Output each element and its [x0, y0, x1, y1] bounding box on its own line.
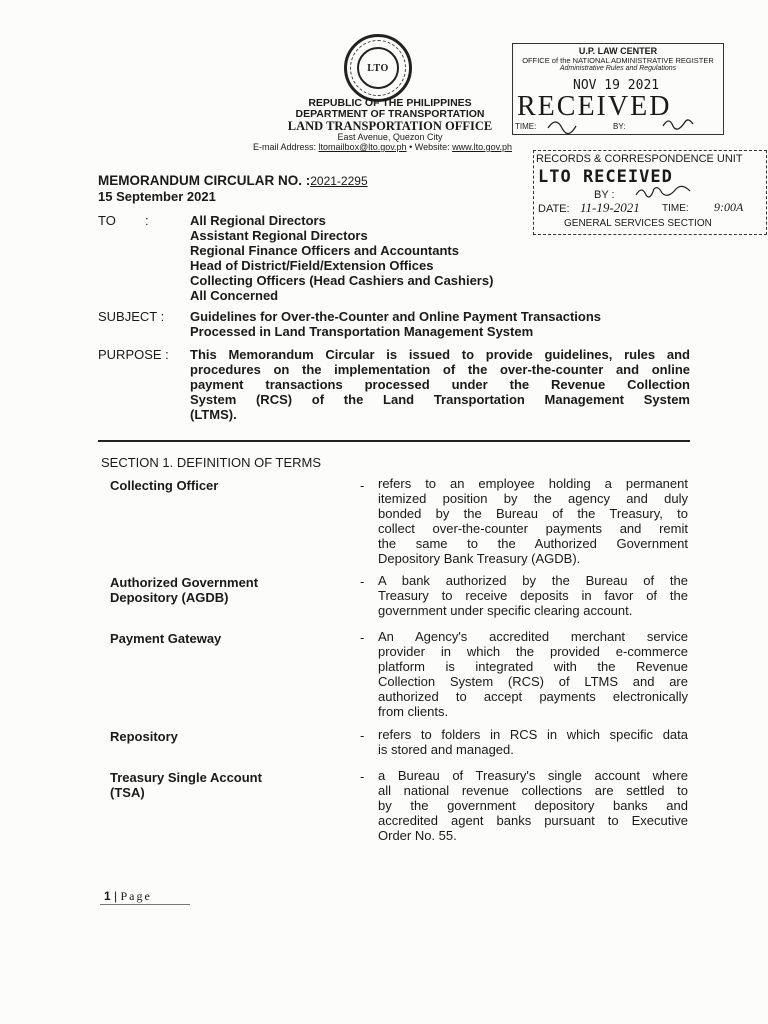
- def-line: Depository Bank Treasury (AGDB).: [378, 551, 581, 566]
- term-name: [110, 631, 330, 646]
- recipient-item: Assistant Regional Directors: [190, 228, 368, 243]
- header-contact: [253, 142, 512, 153]
- recipient-item: Collecting Officers (Head Cashiers and Cashiers): [190, 273, 494, 288]
- def-line: refers to folders in RCS in which specific data: [378, 727, 688, 742]
- purpose-line: (LTMS).: [190, 407, 237, 422]
- memo-date: 15 September 2021: [98, 189, 216, 204]
- term-line: Repository: [110, 729, 178, 744]
- stamp-lto-date-value: 11-19-2021: [580, 200, 640, 215]
- stamp-up-line3: Administrative Rules and Regulations: [559, 65, 677, 72]
- term-name: [110, 478, 330, 493]
- def-line: Order No. 55.: [378, 828, 457, 843]
- def-line: A bank authorized by the Bureau of the: [378, 573, 688, 588]
- email-label: E-mail Address:: [253, 142, 317, 152]
- memo-circular-line: [98, 173, 368, 188]
- purpose-text: [190, 347, 690, 422]
- purpose-label: PURPOSE :: [98, 347, 169, 362]
- def-line: government under specific clearing account.: [378, 603, 633, 618]
- term-line: Treasury Single Account: [110, 770, 262, 785]
- recipient-item: All Regional Directors: [190, 213, 326, 228]
- to-colon: :: [145, 213, 149, 228]
- purpose-line: procedures on the implementation of the over-the-counter and online: [190, 362, 690, 377]
- footer-rule: [100, 904, 190, 905]
- subject-label: SUBJECT :: [98, 309, 165, 324]
- stamp-lto-footer: GENERAL SERVICES SECTION: [564, 218, 712, 229]
- term-line: Depository (AGDB): [110, 590, 229, 605]
- def-line: bonded by the Bureau of the Treasury, to: [378, 506, 688, 521]
- stamp-up-line1: U.P. LAW CENTER: [578, 46, 658, 56]
- def-line: the same to the Authorized Government: [378, 536, 688, 551]
- def-line: Collection System (RCS) of LTMS and are: [378, 674, 688, 689]
- handwritten-initials-icon: [543, 114, 703, 134]
- header-republic: REPUBLIC OF THE PHILIPPINES: [308, 97, 472, 109]
- up-law-center-stamp: [512, 43, 724, 135]
- stamp-up-line2: OFFICE of the NATIONAL ADMINISTRATIVE REGISTER: [522, 56, 714, 65]
- lto-seal-icon: [344, 34, 412, 102]
- page-word: Page: [120, 889, 152, 903]
- stamp-lto-by-label: BY :: [594, 189, 615, 201]
- def-line: all national revenue collections are settled to: [378, 783, 688, 798]
- separator: •: [409, 142, 413, 152]
- purpose-line: payment transactions processed under the Revenue Collection: [190, 377, 690, 392]
- term-line: (TSA): [110, 785, 145, 800]
- subject-text: [190, 309, 690, 339]
- def-line: Treasury to receive deposits in favor of the: [378, 588, 688, 603]
- handwritten-signature-icon: [634, 183, 694, 201]
- def-line: accredited agent banks pursuant to Executive: [378, 813, 688, 828]
- def-line: itemized position by the agency and duly: [378, 491, 688, 506]
- term-definition: [378, 573, 688, 618]
- stamp-lto-date-label: DATE:: [538, 203, 570, 215]
- lto-received-stamp: [533, 150, 767, 235]
- purpose-line: System (RCS) of the Land Transportation Management System: [190, 392, 690, 407]
- term-dash: -: [360, 728, 365, 743]
- page-number: 1: [104, 889, 111, 903]
- stamp-up-received: RECEIVED: [517, 91, 672, 122]
- stamp-lto-time-value: 9:00A: [714, 200, 744, 214]
- term-dash: -: [360, 630, 365, 645]
- def-line: collect over-the-counter payments and remit: [378, 521, 688, 536]
- term-definition: [378, 476, 688, 566]
- term-dash: -: [360, 574, 365, 589]
- term-line: Authorized Government: [110, 575, 259, 590]
- page-separator: |: [114, 889, 118, 903]
- term-dash: -: [360, 478, 365, 493]
- subject-line: Processed in Land Transportation Management System: [190, 324, 534, 339]
- term-definition: [378, 727, 688, 757]
- section1-title: SECTION 1. DEFINITION OF TERMS: [101, 455, 322, 470]
- website-link[interactable]: www.lto.gov.ph: [452, 142, 512, 152]
- header-address: East Avenue, Quezon City: [337, 132, 443, 142]
- def-line: is stored and managed.: [378, 742, 514, 757]
- stamp-up-time-label: TIME:: [515, 122, 537, 131]
- purpose-line: This Memorandum Circular is issued to provide guidelines, rules and: [190, 347, 690, 362]
- def-line: a Bureau of Treasury's single account where: [378, 768, 688, 783]
- def-line: from clients.: [378, 704, 449, 719]
- email-link[interactable]: ltomailbox@lto.gov.ph: [318, 142, 407, 152]
- section-divider: [98, 440, 690, 442]
- website-label: Website:: [414, 142, 450, 152]
- recipient-item: Regional Finance Officers and Accountants: [190, 243, 459, 258]
- term-name: [110, 575, 330, 605]
- page-footer: [104, 889, 152, 904]
- term-line: Payment Gateway: [110, 631, 222, 646]
- term-dash: -: [360, 769, 365, 784]
- def-line: An Agency's accredited merchant service: [378, 629, 688, 644]
- def-line: platform is integrated with the Revenue: [378, 659, 688, 674]
- circular-label: MEMORANDUM CIRCULAR NO. :: [98, 173, 311, 188]
- seal-text: LTO: [367, 62, 389, 74]
- term-definition: [378, 768, 688, 843]
- header-department: DEPARTMENT OF TRANSPORTATION: [295, 108, 485, 120]
- term-definition: [378, 629, 688, 719]
- subject-line: Guidelines for Over-the-Counter and Online Payment Transactions: [190, 309, 602, 324]
- term-name: [110, 770, 330, 800]
- term-name: [110, 729, 330, 744]
- to-label: TO: [98, 213, 116, 228]
- recipient-item: All Concerned: [190, 288, 279, 303]
- circular-number: 2021-2295: [310, 174, 368, 188]
- header-office: LAND TRANSPORTATION OFFICE: [287, 119, 493, 133]
- stamp-lto-received: LTO RECEIVED: [538, 167, 673, 187]
- term-line: Collecting Officer: [110, 478, 219, 493]
- stamp-up-by-label: BY:: [613, 122, 626, 131]
- stamp-up-date: NOV 19 2021: [573, 78, 660, 93]
- def-line: refers to an employee holding a permanent: [378, 476, 688, 491]
- stamp-lto-time-label: TIME:: [662, 203, 689, 214]
- def-line: authorized to accept payments electronically: [378, 689, 688, 704]
- stamp-lto-line1: RECORDS & CORRESPONDENCE UNIT: [536, 153, 743, 165]
- def-line: provider in which the provided e-commerce: [378, 644, 688, 659]
- recipient-item: Head of District/Field/Extension Offices: [190, 258, 434, 273]
- def-line: by the government depository banks and: [378, 798, 688, 813]
- recipient-list: [190, 213, 550, 303]
